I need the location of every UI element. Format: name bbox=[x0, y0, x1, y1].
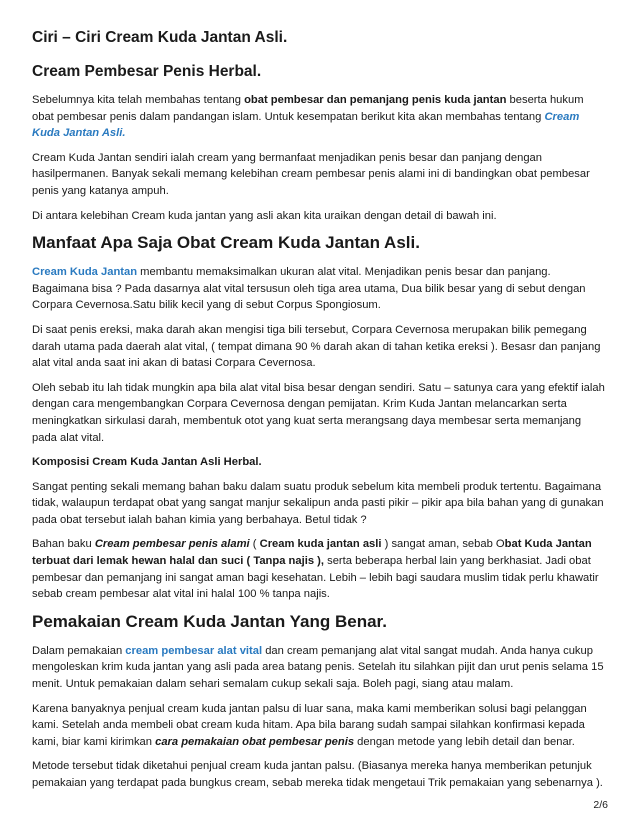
paragraph-intro bbox=[32, 92, 608, 142]
paragraph: Cream Kuda Jantan sendiri ialah cream yang bermanfaat menjadikan penis besar dan panjang dengan hasilpermanen. Banyak sekali memang kelebihan cream pembesar penis alami ini di bandingkan obat pembesar penis yang katanya ampuh. bbox=[32, 151, 590, 197]
page-title: Ciri – Ciri Cream Kuda Jantan Asli. bbox=[32, 29, 288, 46]
section-heading-manfaat: Manfaat Apa Saja Obat Cream Kuda Jantan Asli. bbox=[32, 233, 420, 253]
section-heading-pemakaian: Pemakaian Cream Kuda Jantan Yang Benar. bbox=[32, 611, 387, 631]
paragraph: Oleh sebab itu lah tidak mungkin apa bila alat vital bisa besar dengan sendiri. Satu – satunya cara yang efektif ialah dengan cara mengembangkan Corpara Cevernosa dengan pemijatan. Krim Kuda Jantan melancarkan serta meningkatkan sirkulasi darah, membentuk otot yang kuat serta merangsang daya membesar serta memanjang pada alat vital. bbox=[32, 381, 605, 444]
text: serta beberapa herbal lain yang berkhasiat. Jadi obat pembesar dan pemanjang ini sangat aman bagi kesehatan. Lebih – lebih bagi saudara muslim tidak perlu khawatir sebab cream pembesar alat vital ini halal 100 % tanpa najis. bbox=[32, 555, 599, 601]
section-heading-herbal: Cream Pembesar Penis Herbal. bbox=[32, 63, 262, 80]
bold-text: obat pembesar dan pemanjang penis kuda jantan bbox=[244, 94, 507, 106]
bold-italic-text: cara pemakaian obat pembesar penis bbox=[155, 735, 355, 748]
paragraph: Di saat penis ereksi, maka darah akan mengisi tiga bili tersebut, Corpara Cevernosa merupakan bilik pemegang darah utama pada daerah alat vital, ( tempat dimana 90 % darah akan di tahan ketika ereksi ). Besasr dan panjang alat vital anda saat ini akan di batasi Corpara Cevernosa. bbox=[32, 323, 601, 370]
bold-text: bat Kuda Jantan terbuat dari lemak hewan halal dan suci ( Tanpa najis ), bbox=[32, 538, 592, 568]
paragraph: Di antara kelebihan Cream kuda jantan yang asli akan kita uraikan dengan detail di bawah ini. bbox=[32, 209, 497, 222]
text: dengan metode yang lebih detail dan benar. bbox=[354, 735, 575, 748]
bold-text: Cream kuda jantan asli bbox=[259, 538, 382, 551]
text: ) sangat aman, sebab O bbox=[381, 538, 505, 551]
link-cream-kuda-jantan-asli[interactable]: Cream Kuda Jantan Asli. bbox=[32, 110, 580, 140]
document-page bbox=[32, 28, 608, 800]
text: Karena banyaknya penjual cream kuda jantan palsu di luar sana, maka kami memberikan solusi bagi pelanggan kami. Setelah anda membeli obat cream kuda hitam. Apa bila barang sudah sampai silahkan konfirmasi kepada kami, biar kami kirimkan bbox=[32, 702, 587, 748]
text: ( bbox=[249, 538, 260, 551]
text: Sebelumnya kita telah membahas tentang bbox=[32, 94, 245, 106]
paragraph bbox=[32, 701, 608, 751]
link-cream-pembesar-alat-vital[interactable]: cream pembesar alat vital bbox=[125, 644, 263, 657]
paragraph bbox=[32, 536, 608, 602]
text: Bahan baku bbox=[32, 538, 95, 551]
paragraph bbox=[32, 264, 608, 314]
text: beserta hukum obat pembesar penis dalam pandangan islam. Untuk kesempatan berikut kita akan membahas tentang bbox=[32, 94, 584, 123]
text: Dalam pemakaian bbox=[32, 644, 126, 657]
text: membantu memaksimalkan ukuran alat vital. Menjadikan penis besar dan panjang. Bagaimana bisa ? Pada dasarnya alat vital tersusun oleh tiga area utama, Dua bilik besar yang di sebut dengan Corpara Cevernosa.Satu bilik kecil yang di sebut Corpus Spongiosum. bbox=[32, 266, 586, 312]
link-cream-kuda-jantan[interactable]: Cream Kuda Jantan bbox=[32, 266, 138, 279]
page-number: 2/6 bbox=[593, 799, 608, 811]
paragraph bbox=[32, 643, 608, 693]
paragraph: Sangat penting sekali memang bahan baku dalam suatu produk sebelum kita membeli produk tertentu. Bagaimana tidak, walaupun terdapat obat yang sangat manjur sekalipun anda pasti pikir – pikir apa bila bahan yang di gunakan pada obat tersebut ialah bahan kimia yang berbahaya. Betul tidak ? bbox=[32, 480, 604, 526]
paragraph: Metode tersebut tidak diketahui penjual cream kuda jantan palsu. (Biasanya mereka hanya memberikan petunjuk pemakaian yang terdapat pada bungkus cream, sebab mereka tidak mengetaui Trik pemakaian yang sebenarnya ). bbox=[32, 760, 603, 789]
subheading-komposisi: Komposisi Cream Kuda Jantan Asli Herbal. bbox=[32, 456, 262, 469]
bold-italic-text: Cream pembesar penis alami bbox=[94, 538, 250, 551]
text: dan cream pemanjang alat vital sangat mudah. Anda hanya cukup mengoleskan krim kuda jantan yang asli pada area batang penis. Setelah itu silahkan pijit dan urut penis selama 15 menit. Untuk pemakaian dalam sehari semalam cukup sekali saja. Boleh pagi, siang atau malam. bbox=[32, 644, 604, 691]
